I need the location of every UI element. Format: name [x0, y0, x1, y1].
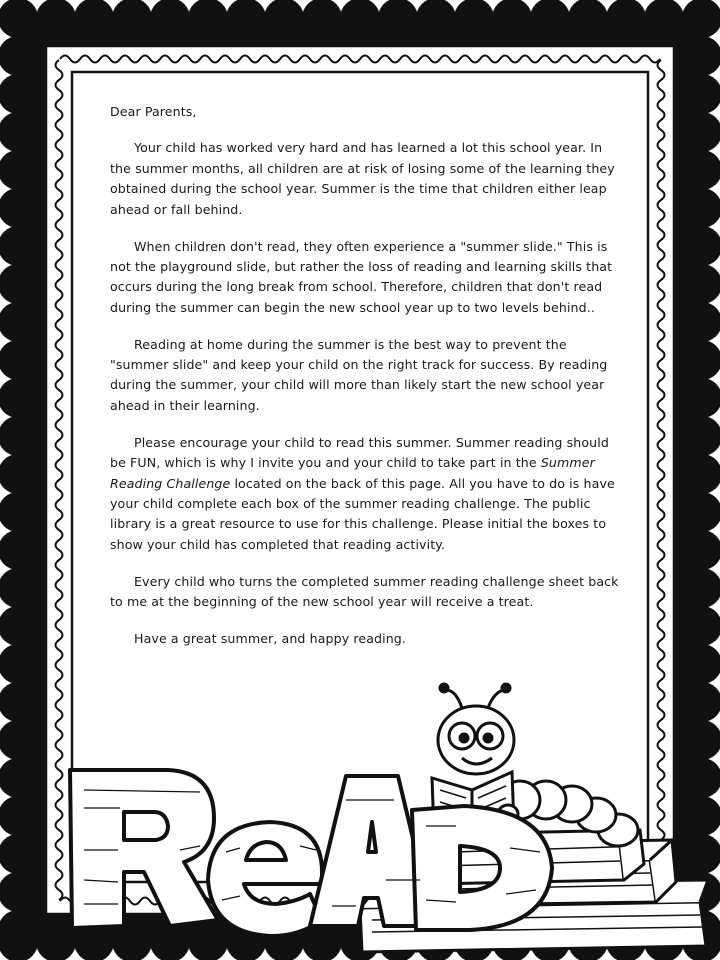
letter-paragraph-3: Reading at home during the summer is the best way to prevent the "summer slide" and keep your child on the right track for success. By reading during the summer, your child will more than likely start the new school year ahead in their learning. [110, 336, 608, 413]
letter-paragraph-1: Your child has worked very hard and has learned a lot this school year. In the summer months, all children are at risk of losing some of the learning they obtained during the school year. Summer is the time that children either leap ahead or fall behind. [110, 140, 615, 217]
challenge-title: Summer Reading Challenge [110, 455, 595, 491]
challenge-text-after: located on the back of this page. All you have to do is have your child complete each box of the summer reading challenge. The public library is a great resource to use for this challenge. Please initial the boxes to show your child has completed that reading activity. [110, 475, 615, 552]
letter-paragraph-5: Every child who turns the completed summer reading challenge sheet back to me at the beginning of the new school year will receive a treat. [110, 573, 619, 610]
challenge-text-before: Please encourage your child to read this summer. Summer reading should be FUN, which is why I invite you and your child to take part in the [110, 434, 609, 471]
parent-letter [110, 102, 620, 666]
letter-paragraph-4 [110, 433, 620, 555]
letter-paragraph-2: When children don't read, they often experience a "summer slide." This is not the playground slide, but rather the loss of reading and learning skills that occurs during the long break from school. Therefore, children that don't read during the summer can begin the new school year up to two levels behind.. [110, 238, 613, 315]
letter-greeting: Dear Parents, [110, 104, 197, 119]
letter-sign-off: Have a great summer, and happy reading. [134, 631, 407, 647]
